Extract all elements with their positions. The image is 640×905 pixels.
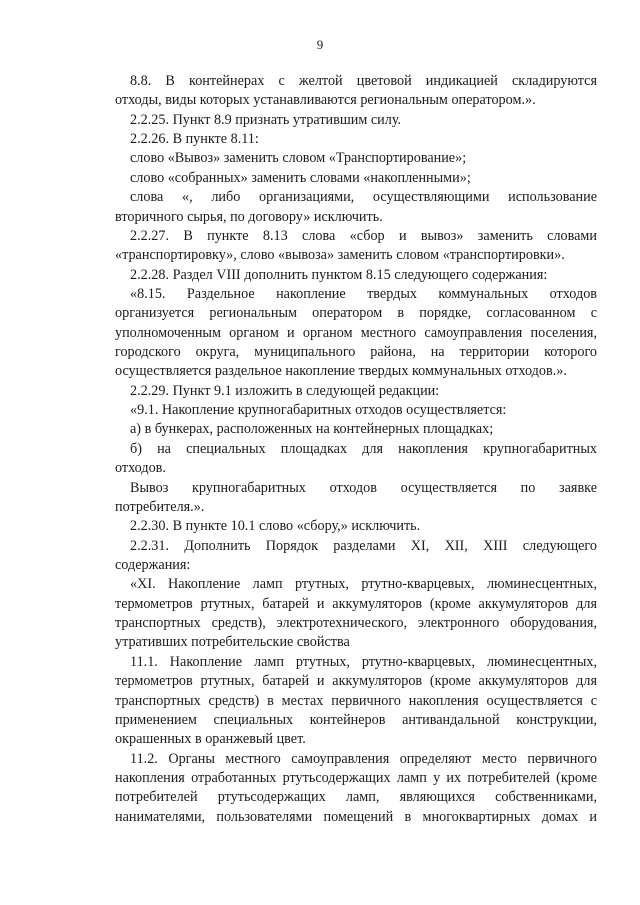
text-line: термометров ртутных, батарей и аккумуляторов (кроме аккумуляторов для <box>115 673 597 690</box>
text-line: потребителя.». <box>115 498 205 515</box>
text-line: отходы, виды которых устанавливаются региональным оператором.». <box>115 92 536 109</box>
text-line: содержания: <box>115 556 191 573</box>
text-line: 2.2.29. Пункт 9.1 изложить в следующей редакции: <box>130 382 440 399</box>
text-line: осуществляется раздельное накопление твердых коммунальных отходов.». <box>115 363 567 380</box>
paragraph <box>115 72 597 111</box>
page-number: 9 <box>316 37 324 52</box>
text-line: 2.2.30. В пункте 10.1 слово «сбору,» исключить. <box>130 518 421 535</box>
paragraph <box>115 420 597 439</box>
paragraph <box>115 111 597 130</box>
paragraph <box>115 750 597 827</box>
text-line: «8.15. Раздельное накопление твердых коммунальных отходов <box>130 285 597 302</box>
text-line: нанимателями, пользователями помещений в многоквартирных домах и <box>115 808 597 825</box>
text-line: транспортных средств), электротехнического, электронного оборудования, <box>115 615 597 632</box>
text-line: «транспортировку», слово «вывоза» заменить словом «транспортировки». <box>115 247 565 264</box>
paragraph <box>115 130 597 149</box>
text-line: 2.2.31. Дополнить Порядок разделами XI, XII, XIII следующего <box>130 537 597 554</box>
text-line: уполномоченным органом и органом местного самоуправления поселения, <box>115 324 597 341</box>
text-line: окрашенных в оранжевый цвет. <box>115 731 306 748</box>
text-line: слово «Вывоз» заменить словом «Транспортирование»; <box>130 150 467 167</box>
text-line: Вывоз крупногабаритных отходов осуществляется по заявке <box>130 479 597 496</box>
paragraph <box>115 169 597 188</box>
paragraph <box>115 266 597 285</box>
text-line: 11.2. Органы местного самоуправления определяют место первичного <box>130 750 597 767</box>
text-line: 2.2.26. В пункте 8.11: <box>130 131 259 148</box>
text-line: потребителей ртутьсодержащих ламп, являющихся собственниками, <box>115 789 597 806</box>
text-line: отходов. <box>115 460 166 477</box>
text-line: а) в бункерах, расположенных на контейнерных площадках; <box>130 421 494 438</box>
text-line: слова «, либо организациями, осуществляющими использование <box>130 189 597 206</box>
paragraph <box>115 537 597 576</box>
text-line: 11.1. Накопление ламп ртутных, ртутно-кварцевых, люминесцентных, <box>130 653 597 670</box>
text-line: слово «собранных» заменить словами «накопленными»; <box>130 169 471 186</box>
paragraph <box>115 227 597 266</box>
text-line: городского округа, муниципального района, на территории которого <box>115 344 597 361</box>
paragraph <box>115 149 597 168</box>
text-line: применением специальных контейнеров антивандальной конструкции, <box>115 711 597 728</box>
text-line: термометров ртутных, батарей и аккумуляторов (кроме аккумуляторов для <box>115 595 597 612</box>
text-line: утративших потребительские свойства <box>115 634 350 651</box>
text-line: накопления отработанных ртутьсодержащих ламп у их потребителей (кроме <box>115 769 597 786</box>
paragraph <box>115 382 597 401</box>
text-line: 8.8. В контейнерах с желтой цветовой индикацией складируются <box>130 73 597 89</box>
paragraph <box>115 575 597 652</box>
text-line: «9.1. Накопление крупногабаритных отходов осуществляется: <box>130 402 507 419</box>
paragraph <box>115 653 597 750</box>
text-line: 2.2.25. Пункт 8.9 признать утратившим силу. <box>130 111 402 128</box>
text-line: вторичного сырья, по договору» исключить. <box>115 208 383 225</box>
text-line: транспортных средств) в местах первичного накопления осуществляется с <box>115 692 597 709</box>
paragraph <box>115 285 597 382</box>
paragraph <box>115 188 597 227</box>
text-line: б) на специальных площадках для накопления крупногабаритных <box>130 440 597 457</box>
text-line: 2.2.27. В пункте 8.13 слова «сбор и вывоз» заменить словами <box>130 227 597 244</box>
text-line: 2.2.28. Раздел VIII дополнить пунктом 8.15 следующего содержания: <box>130 266 548 283</box>
paragraph <box>115 401 597 420</box>
document-body <box>115 72 597 827</box>
paragraph <box>115 517 597 536</box>
paragraph <box>115 479 597 518</box>
text-line: организуется региональным оператором в порядке, согласованном с <box>115 305 597 322</box>
text-line: «XI. Накопление ламп ртутных, ртутно-кварцевых, люминесцентных, <box>130 576 597 593</box>
paragraph <box>115 440 597 479</box>
